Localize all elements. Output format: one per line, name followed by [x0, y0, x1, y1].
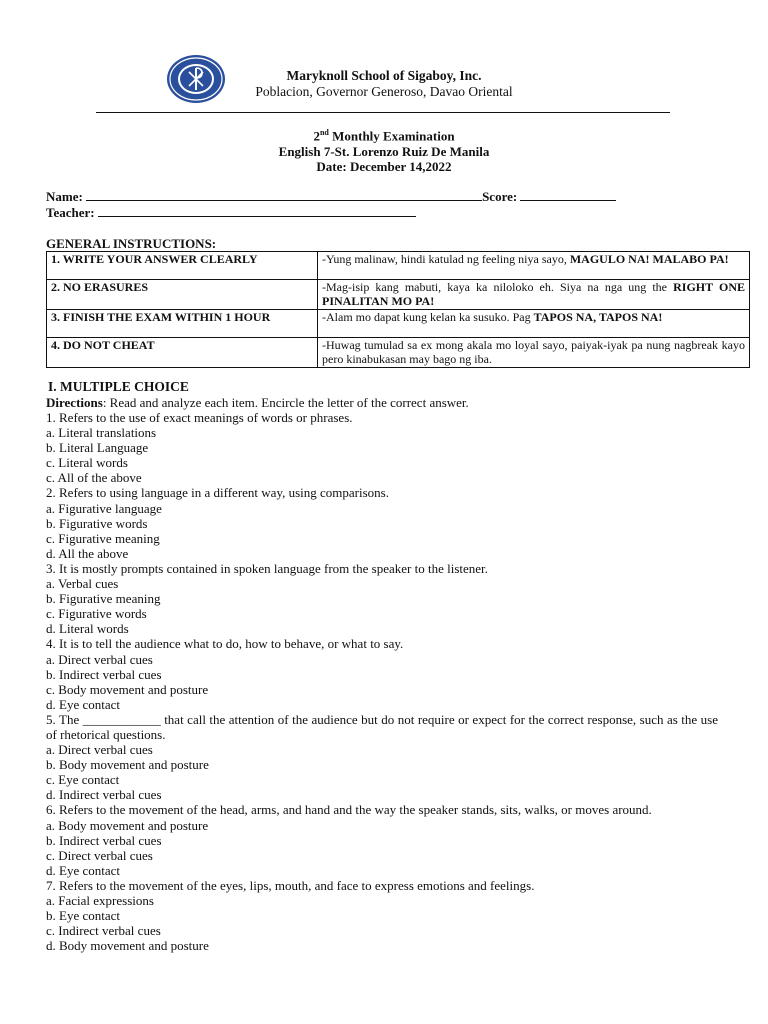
teacher-label: Teacher: [46, 205, 95, 220]
instruction-row [47, 280, 750, 310]
school-name: Maryknoll School of Sigaboy, Inc. [286, 68, 482, 83]
instruction-row [47, 338, 750, 368]
answer-choice[interactable]: d. Eye contact [46, 862, 120, 878]
answer-choice[interactable]: b. Literal Language [46, 440, 149, 456]
score-blank[interactable] [520, 189, 616, 201]
instruction-rule: 1. WRITE YOUR ANSWER CLEARLY [47, 252, 318, 280]
name-score-row [46, 189, 616, 205]
answer-choice[interactable]: b. Body movement and posture [46, 757, 209, 773]
answer-choice[interactable]: b. Figurative meaning [46, 591, 161, 607]
name-blank[interactable] [86, 189, 482, 201]
answer-choice[interactable]: c. Direct verbal cues [46, 847, 153, 863]
teacher-blank[interactable] [98, 205, 416, 217]
instruction-note: -Yung malinaw, hindi katulad ng feeling niya sayo, MAGULO NA! MALABO PA! [318, 252, 750, 280]
directions-label: Directions [46, 395, 103, 410]
question-stem: 1. Refers to the use of exact meanings of words or phrases. [46, 410, 353, 425]
question-stem: 4. It is to tell the audience what to do, how to behave, or what to say. [46, 636, 404, 652]
answer-choice[interactable]: a. Body movement and posture [46, 817, 209, 833]
general-instructions-title: GENERAL INSTRUCTIONS: [46, 236, 217, 251]
answer-choice[interactable]: a. Figurative language [46, 500, 162, 516]
answer-choice[interactable]: c. Indirect verbal cues [46, 923, 161, 939]
answer-choice[interactable]: c. Literal words [46, 455, 128, 471]
answer-choice[interactable]: c. All of the above [46, 470, 142, 486]
name-label: Name: [46, 189, 83, 204]
question-stem: 5. The ____________ that call the attention of the audience but do not require or expect for the correct response, such as the use of rhetorical questions. [46, 711, 718, 742]
exam-title: 2nd Monthly Examination [313, 128, 455, 144]
answer-choice[interactable]: c. Body movement and posture [46, 681, 209, 697]
instruction-rule: 4. DO NOT CHEAT [47, 338, 318, 368]
answer-choice[interactable]: b. Indirect verbal cues [46, 666, 162, 682]
instruction-rule: 2. NO ERASURES [47, 280, 318, 310]
answer-choice[interactable]: a. Literal translations [46, 425, 157, 441]
answer-choice[interactable]: b. Indirect verbal cues [46, 832, 162, 848]
instruction-row [47, 310, 750, 338]
directions [46, 395, 469, 411]
answer-choice[interactable]: d. All the above [46, 545, 129, 561]
instruction-note: -Huwag tumulad sa ex mong akala mo loyal sayo, paiyak-iyak pa nung nagbreak kayo pero kinabukasan may bago ng iba. [318, 338, 750, 368]
answer-choice[interactable]: a. Verbal cues [46, 576, 119, 592]
score-label: Score: [482, 189, 518, 204]
answer-choice[interactable]: a. Direct verbal cues [46, 651, 153, 667]
school-address: Poblacion, Governor Generoso, Davao Oriental [255, 84, 513, 99]
answer-choice[interactable]: c. Figurative words [46, 606, 147, 622]
directions-text: : Read and analyze each item. Encircle the letter of the correct answer. [102, 395, 469, 410]
answer-choice[interactable]: b. Figurative words [46, 515, 148, 531]
answer-choice[interactable]: d. Indirect verbal cues [46, 787, 162, 803]
answer-choice[interactable]: d. Literal words [46, 621, 129, 637]
answer-choice[interactable]: b. Eye contact [46, 908, 120, 924]
instruction-rule: 3. FINISH THE EXAM WITHIN 1 HOUR [47, 310, 318, 338]
answer-choice[interactable]: c. Figurative meaning [46, 530, 160, 546]
header-divider [96, 112, 670, 113]
exam-subject: English 7-St. Lorenzo Ruiz De Manila [278, 144, 490, 159]
question-stem: 7. Refers to the movement of the eyes, lips, mouth, and face to express emotions and feelings. [46, 877, 535, 893]
teacher-row [46, 205, 416, 221]
instructions-table [46, 251, 750, 368]
answer-choice[interactable]: d. Body movement and posture [46, 938, 209, 954]
instruction-note: -Mag-isip kang mabuti, kaya ka niloloko eh. Siya na nga ung the RIGHT ONE PINALITAN MO PA! [318, 280, 750, 310]
question-list [46, 410, 718, 953]
answer-choice[interactable]: a. Facial expressions [46, 893, 154, 908]
question-stem: 2. Refers to using language in a different way, using comparisons. [46, 485, 389, 501]
exam-date: Date: December 14,2022 [316, 159, 452, 174]
answer-choice[interactable]: c. Eye contact [46, 772, 120, 788]
question-stem: 6. Refers to the movement of the head, arms, and hand and the way the speaker stands, sits, walks, or moves around. [46, 802, 652, 818]
answer-choice[interactable]: d. Eye contact [46, 696, 120, 712]
answer-choice[interactable]: a. Direct verbal cues [46, 742, 153, 758]
section-title: I. MULTIPLE CHOICE [48, 379, 189, 394]
instruction-note: -Alam mo dapat kung kelan ka susuko. Pag TAPOS NA, TAPOS NA! [318, 310, 750, 338]
question-stem: 3. It is mostly prompts contained in spoken language from the speaker to the listener. [46, 560, 488, 576]
instruction-row [47, 252, 750, 280]
